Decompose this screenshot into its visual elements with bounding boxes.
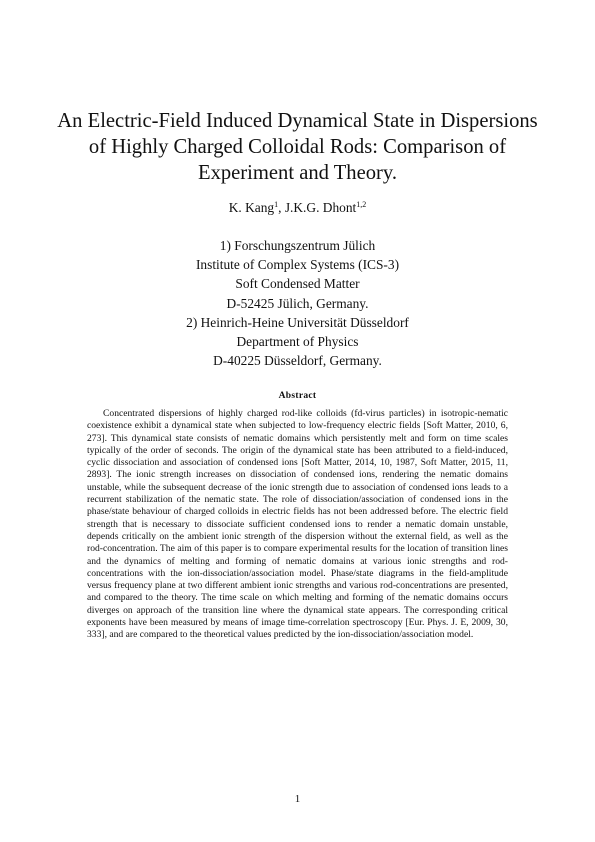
title-line-1: An Electric-Field Induced Dynamical State in Dispersions <box>57 110 538 132</box>
author-name: J.K.G. Dhont <box>284 200 357 215</box>
abstract-paragraph: Concentrated dispersions of highly charged rod-like colloids (fd-virus particles) in isotropic-nematic coexistence exhibit a dynamical state when subjected to low-frequency electric fields [Soft Matter, 2010, 6, 273]. This dynamical state consists of nematic domains which persistently melt and form on time scales typically of the order of seconds. The origin of the dynamical state has been attributed to a field-induced, cyclic dissociation and association of condensed ions [Soft Matter, 2014, 10, 1987, Soft Matter, 2015, 11, 2893]. The ionic strength increases on dissociation of condensed ions, rendering the nematic domains unstable, while the subsequent decrease of the ionic strength due to association of condensed ions leads to a recurrent stabilization of the nematic state. The role of dissociation/association of condensed ions in the phase/state behaviour of charged colloids in electric fields has not been addressed before. The electric field strength that is necessary to dissociate sufficient condensed ions to render a nematic domain unstable, depends critically on the ambient ionic strength of the dispersion without the external field, as well as the rod-concentration. The aim of this paper is to compare experimental results for the location of transition lines and the dynamics of melting and forming of nematic domains at various ionic strengths and rod-concentrations with the ion-dissociation/association model. Phase/state diagrams in the field-amplitude versus frequency plane at two different ambient ionic strengths and various rod-concentrations are presented, and compared to the theory. The time scale on which melting and forming of the nematic domains occurs diverges on approach of the transition line where the dynamical state appears. The corresponding critical exponents have been measured by means of image time-correlation spectroscopy [Eur. Phys. J. E, 2009, 30, 333], and are compared to the theoretical values predicted by the ion-dissociation/association model. <box>87 408 508 641</box>
abstract-body <box>87 408 508 642</box>
title-line-2: of Highly Charged Colloidal Rods: Comparison of <box>88 136 507 158</box>
affiliation-line: Institute of Complex Systems (ICS-3) <box>195 257 400 273</box>
author-name: K. Kang <box>228 200 275 215</box>
paper-title <box>40 108 555 186</box>
affiliation-line: D-40225 Düsseldorf, Germany. <box>213 353 382 369</box>
author-affiliation-mark: 1,2 <box>356 200 367 209</box>
author-list: K. Kang$^1$, J.K.G. Dhont$^{1,2}$ <box>228 200 367 215</box>
abstract-heading: Abstract <box>278 391 317 401</box>
affiliation-line: Department of Physics <box>236 334 359 350</box>
affiliation-line: Soft Condensed Matter <box>235 276 360 292</box>
page-number: 1 <box>294 793 301 805</box>
affiliation-line: D-52425 Jülich, Germany. <box>226 295 369 311</box>
author-affiliation-mark: 1 <box>274 200 279 209</box>
affiliation-line: 2) Heinrich-Heine Universität Düsseldorf <box>186 314 409 330</box>
title-line-3: Experiment and Theory. <box>197 162 397 184</box>
affiliation-block <box>40 236 555 370</box>
affiliation-line: 1) Forschungszentrum Jülich <box>219 238 376 253</box>
